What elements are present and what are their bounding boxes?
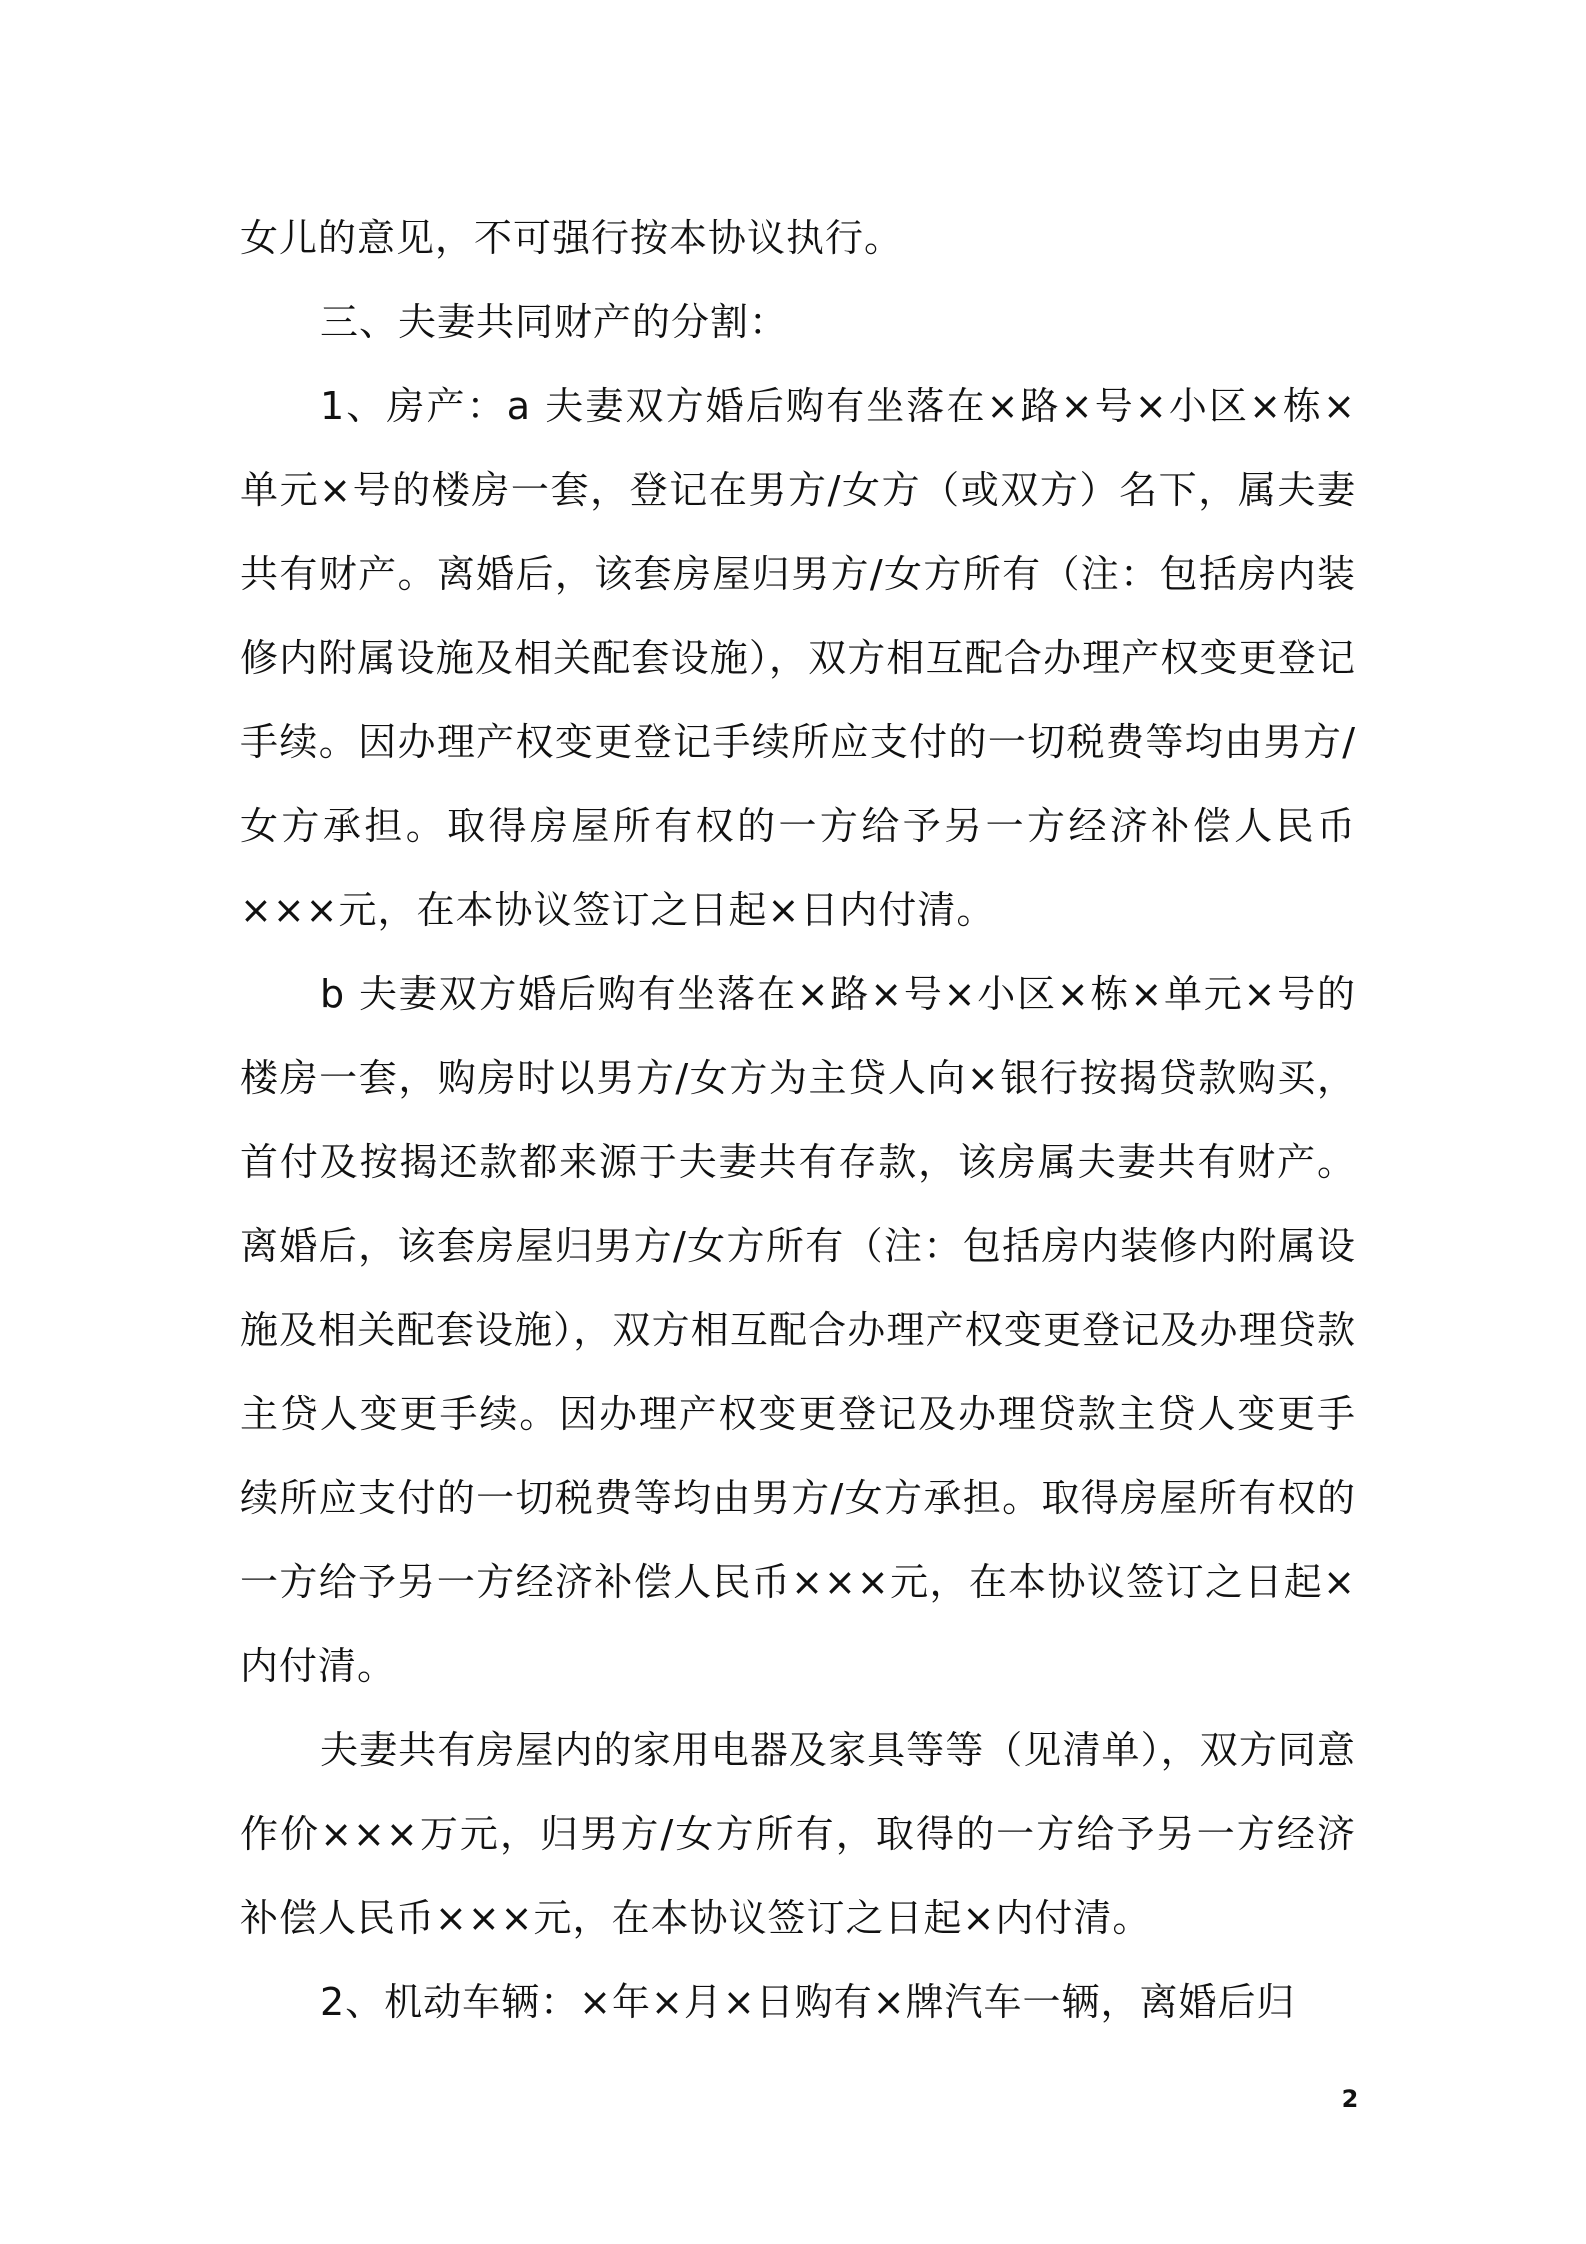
page-number: 2: [1341, 2085, 1359, 2113]
paragraph-real-estate-a: 1、房产：a 夫妻双方婚后购有坐落在×路×号×小区×栋×单元×号的楼房一套，登记在男方/女方（或双方）名下，属夫妻共有财产。离婚后，该套房屋归男方/女方所有（注：包括房内装修内附属设施及相关配套设施），双方相互配合办理产权变更登记手续。因办理产权变更登记手续所应支付的一切税费等均由男方/女方承担。取得房屋所有权的一方给予另一方经济补偿人民币×××元，在本协议签订之日起×日内付清。: [240, 384, 1356, 932]
paragraph-continuation: 女儿的意见，不可强行按本协议执行。: [240, 216, 904, 260]
document-body: [240, 196, 1356, 2044]
section-heading-property-division: 三、夫妻共同财产的分割：: [320, 300, 789, 344]
paragraph-real-estate-b: b 夫妻双方婚后购有坐落在×路×号×小区×栋×单元×号的楼房一套，购房时以男方/女方为主贷人向×银行按揭贷款购买，首付及按揭还款都来源于夫妻共有存款，该房属夫妻共有财产。离婚后，该套房屋归男方/女方所有（注：包括房内装修内附属设施及相关配套设施），双方相互配合办理产权变更登记及办理贷款主贷人变更手续。因办理产权变更登记及办理贷款主贷人变更手续所应支付的一切税费等均由男方/女方承担。取得房屋所有权的一方给予另一方经济补偿人民币×××元，在本协议签订之日起×内付清。: [240, 972, 1356, 1688]
paragraph-motor-vehicle: 2、机动车辆：×年×月×日购有×牌汽车一辆，离婚后归: [320, 1980, 1296, 2024]
paragraph-household-appliances: 夫妻共有房屋内的家用电器及家具等等（见清单），双方同意作价×××万元，归男方/女方所有，取得的一方给予另一方经济补偿人民币×××元，在本协议签订之日起×内付清。: [240, 1728, 1356, 1940]
